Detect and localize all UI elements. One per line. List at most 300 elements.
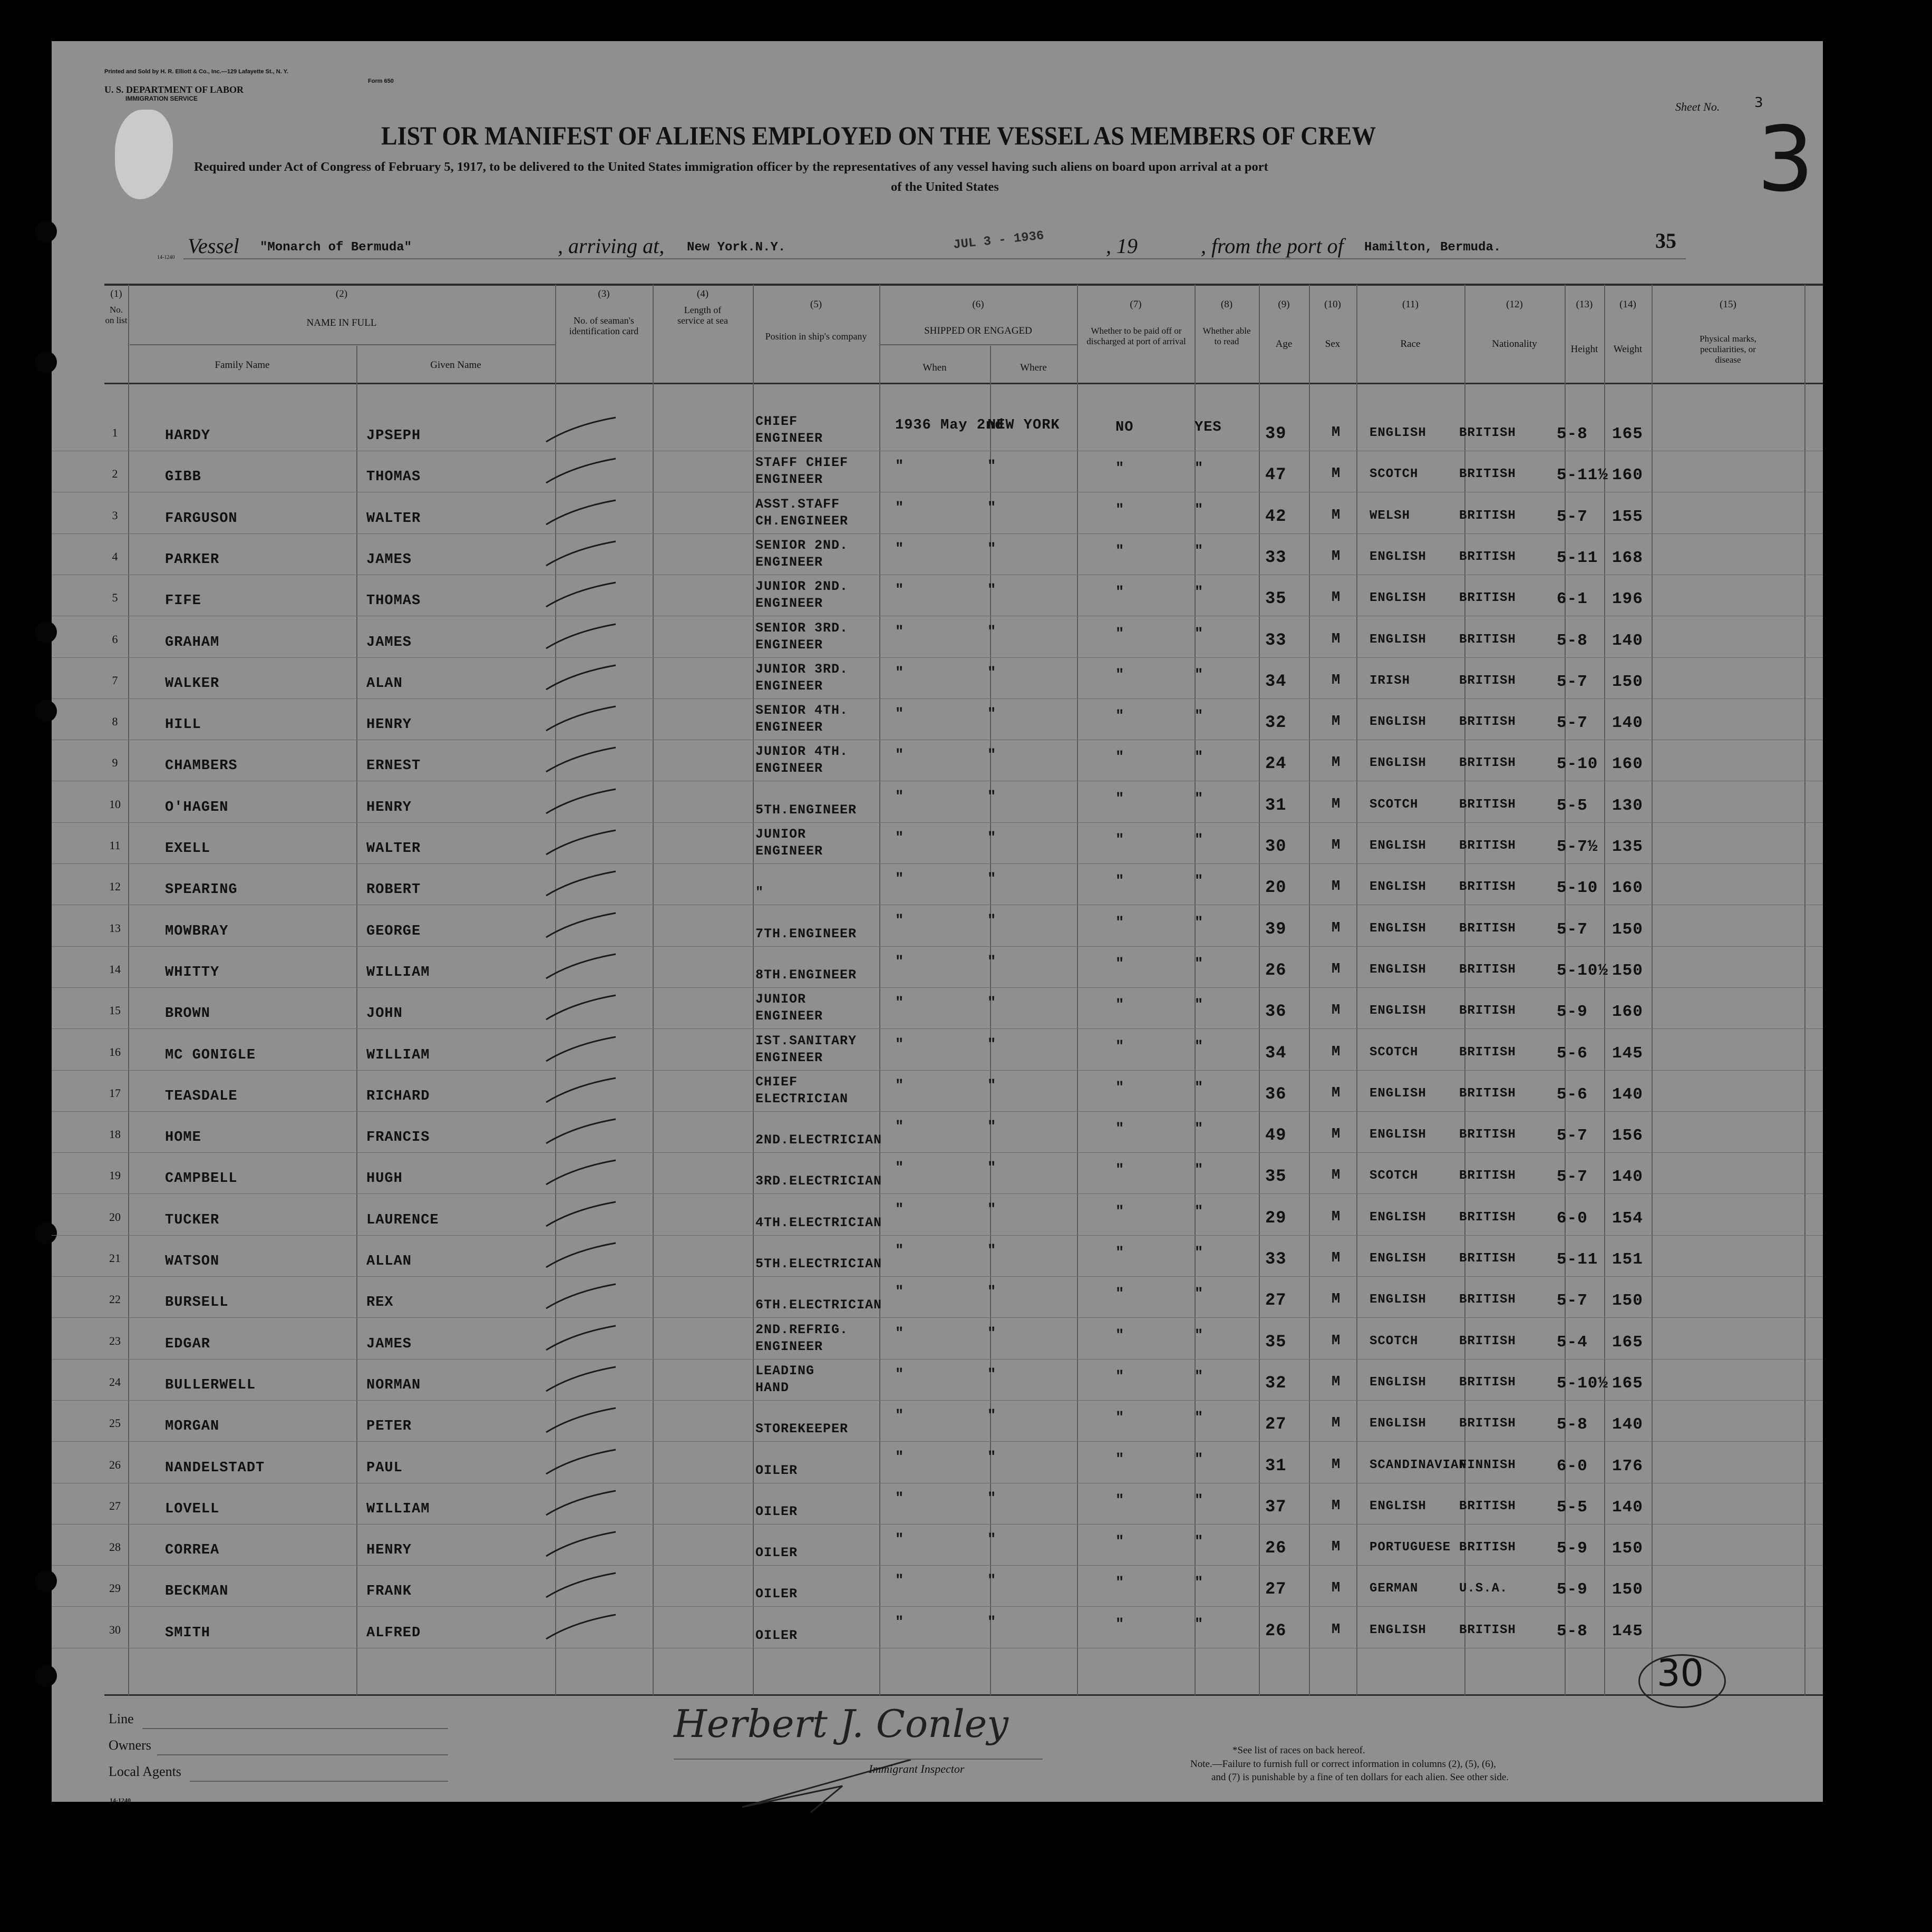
weight: 160: [1612, 755, 1643, 774]
race: ENGLISH: [1370, 1086, 1426, 1101]
shipped-when: ": [895, 582, 905, 599]
sex: M: [1332, 1168, 1341, 1184]
given-name: ALLAN: [366, 1254, 412, 1269]
race: ENGLISH: [1370, 839, 1426, 853]
shipped-where: ": [987, 582, 997, 599]
height: 5-8: [1557, 425, 1588, 443]
position: [755, 1074, 848, 1108]
paid-off: ": [1115, 626, 1125, 642]
paid-off: ": [1115, 1038, 1125, 1055]
shipped-header-rule: [880, 344, 1077, 345]
shipped-where: ": [987, 1573, 997, 1589]
position-line-2: 4TH.ELECTRICIAN: [755, 1215, 882, 1230]
age: 20: [1265, 878, 1287, 898]
shipped-where: ": [987, 1243, 997, 1259]
form-subtitle: Required under Act of Congress of February 5, 1917, to be delivered to the United States immigration officer by the representatives of any vessel having such aliens on board upon arrival at a port: [194, 160, 1268, 174]
nationality: BRITISH: [1459, 508, 1516, 523]
penalty-note-2: and (7) is punishable by a fine of ten dollars for each alien. See other side.: [1211, 1772, 1509, 1783]
sex: M: [1332, 1044, 1341, 1060]
height: 5-10: [1557, 755, 1598, 774]
able-to-read: ": [1195, 873, 1204, 890]
col10-header: Sex: [1325, 338, 1341, 349]
row-number: 28: [109, 1540, 121, 1554]
position: [755, 661, 848, 695]
col11-header: Race: [1400, 338, 1421, 349]
race: ENGLISH: [1370, 591, 1426, 606]
paid-off: ": [1115, 1327, 1125, 1344]
table-row: [52, 740, 1823, 781]
arrival-date-stamp: JUL 3 - 1936: [953, 229, 1045, 253]
shipped-where: ": [987, 1366, 997, 1383]
col13-header: Height: [1570, 344, 1598, 355]
age: 33: [1265, 630, 1287, 650]
sex: M: [1332, 1085, 1341, 1101]
row-number: 27: [109, 1499, 121, 1512]
id-card-slash-mark: [542, 414, 621, 446]
id-card-slash-mark: [542, 455, 621, 487]
port-label: , from the port of: [1201, 234, 1344, 258]
position: [755, 909, 857, 943]
family-name: HILL: [165, 717, 201, 733]
family-name: SMITH: [165, 1625, 211, 1641]
race: SCOTCH: [1370, 1334, 1419, 1348]
shipped-when: ": [895, 954, 905, 970]
given-name: THOMAS: [366, 469, 421, 486]
family-name: MOWBRAY: [165, 923, 229, 939]
id-card-slash-mark: [542, 951, 621, 983]
paid-off: ": [1115, 1121, 1125, 1138]
id-card-slash-mark: [542, 992, 621, 1024]
race: WELSH: [1370, 508, 1411, 523]
table-row: [52, 1401, 1823, 1442]
position: [755, 537, 848, 571]
height: 5-7: [1557, 1127, 1588, 1145]
row-number: 18: [109, 1128, 121, 1141]
height: 5-4: [1557, 1333, 1588, 1352]
weight: 150: [1612, 1292, 1643, 1310]
punch-hole: [35, 220, 57, 242]
table-row: [52, 1360, 1823, 1401]
shipped-where: ": [987, 830, 997, 846]
age: 37: [1265, 1497, 1287, 1517]
age: 29: [1265, 1208, 1287, 1228]
table-row: [52, 1318, 1823, 1360]
id-card-slash-mark: [542, 538, 621, 570]
given-name: GEORGE: [366, 923, 421, 939]
col1-header: No. on list: [105, 305, 128, 325]
sex: M: [1332, 838, 1341, 853]
family-name: FARGUSON: [165, 510, 238, 527]
able-to-read: ": [1195, 832, 1204, 848]
weight: 145: [1612, 1622, 1643, 1640]
table-row: [52, 534, 1823, 575]
position: [755, 1487, 798, 1520]
able-to-read: ": [1195, 585, 1204, 601]
position-line-1: [755, 785, 857, 802]
weight: 165: [1612, 1374, 1643, 1393]
position-line-2: ENGINEER: [755, 596, 823, 611]
vessel-label: Vessel: [188, 234, 239, 258]
position: [755, 950, 857, 984]
race: ENGLISH: [1370, 1499, 1426, 1513]
nationality: BRITISH: [1459, 756, 1516, 771]
table-row: [52, 823, 1823, 864]
col4-header: Length of service at sea: [677, 305, 728, 326]
position-line-1: LEADING: [755, 1363, 815, 1378]
position-line-1: SENIOR 3RD.: [755, 620, 849, 636]
position: [755, 1198, 882, 1231]
paid-off: ": [1115, 1162, 1125, 1179]
weight: 156: [1612, 1127, 1643, 1145]
position: [755, 578, 848, 612]
shipped-when: ": [895, 1490, 905, 1507]
position: [755, 1445, 798, 1479]
age: 31: [1265, 1455, 1287, 1475]
row-number: 19: [109, 1169, 121, 1182]
position-line-1: [755, 867, 764, 884]
race: GERMAN: [1370, 1581, 1419, 1596]
height: 6-0: [1557, 1457, 1588, 1475]
row-number: 30: [109, 1623, 121, 1636]
race: ENGLISH: [1370, 1623, 1426, 1637]
height: 5-9: [1557, 1539, 1588, 1558]
weight: 196: [1612, 590, 1643, 609]
age: 26: [1265, 960, 1287, 980]
position: [755, 785, 857, 819]
position-line-1: CHIEF: [755, 1074, 798, 1090]
id-card-slash-mark: [542, 910, 621, 941]
shipped-where: ": [987, 1325, 997, 1342]
paid-off: ": [1115, 543, 1125, 559]
sex: M: [1332, 1457, 1341, 1473]
shipped-where: ": [987, 459, 997, 475]
position-line-1: [755, 909, 857, 926]
row-number: 29: [109, 1581, 121, 1595]
sex: M: [1332, 1374, 1341, 1390]
height: 5-10: [1557, 879, 1598, 898]
shipped-where: ": [987, 1449, 997, 1465]
shipped-when: ": [895, 995, 905, 1012]
id-card-slash-mark: [542, 827, 621, 859]
sheet-label: Sheet No.: [1675, 100, 1720, 113]
nationality: BRITISH: [1459, 1375, 1516, 1390]
given-name: JAMES: [366, 634, 412, 651]
nationality: BRITISH: [1459, 962, 1516, 977]
row-number: 17: [109, 1086, 121, 1100]
given-name: FRANK: [366, 1584, 412, 1600]
able-to-read: ": [1195, 1410, 1204, 1426]
height: 6-0: [1557, 1209, 1588, 1228]
id-card-slash-mark: [542, 1075, 621, 1106]
position-line-2: ELECTRICIAN: [755, 1091, 849, 1106]
position-line-2: OILER: [755, 1503, 798, 1519]
height: 5-8: [1557, 1415, 1588, 1434]
position-line-2: HAND: [755, 1380, 790, 1395]
able-to-read: ": [1195, 1162, 1204, 1179]
table-row: [52, 1607, 1823, 1648]
weight: 165: [1612, 425, 1643, 443]
given-name: ERNEST: [366, 758, 421, 774]
form-title: LIST OR MANIFEST OF ALIENS EMPLOYED ON THE VESSEL AS MEMBERS OF CREW: [381, 121, 1376, 150]
age: 24: [1265, 754, 1287, 774]
position-line-2: ENGINEER: [755, 1338, 823, 1354]
sex: M: [1332, 590, 1341, 606]
id-card-slash-mark: [542, 1529, 621, 1560]
shipped-when: ": [895, 1036, 905, 1053]
nationality: BRITISH: [1459, 797, 1516, 812]
age: 27: [1265, 1579, 1287, 1599]
id-card-slash-mark: [542, 1446, 621, 1478]
row-number: 24: [109, 1375, 121, 1389]
shipped-when: ": [895, 665, 905, 681]
family-name: EXELL: [165, 841, 211, 857]
able-to-read: ": [1195, 708, 1204, 725]
shipped-where: ": [987, 1077, 997, 1094]
able-to-read: ": [1195, 1203, 1204, 1220]
id-card-slash-mark: [542, 1323, 621, 1354]
races-note: *See list of races on back hereof.: [1232, 1745, 1365, 1756]
col14-header: Weight: [1613, 344, 1643, 355]
race: ENGLISH: [1370, 921, 1426, 936]
given-name: JOHN: [366, 1006, 403, 1022]
position-line-2: 5TH.ENGINEER: [755, 802, 857, 818]
sex: M: [1332, 1539, 1341, 1556]
weight: 155: [1612, 507, 1643, 526]
family-name: LOVELL: [165, 1501, 220, 1517]
position: [755, 454, 848, 488]
position-line-1: JUNIOR: [755, 992, 807, 1007]
sex: M: [1332, 1292, 1341, 1308]
age: 27: [1265, 1290, 1287, 1310]
nationality: BRITISH: [1459, 1540, 1516, 1555]
shipped-when: ": [895, 541, 905, 557]
height: 5-10½: [1557, 1374, 1609, 1393]
weight: 140: [1612, 631, 1643, 650]
given-name: NORMAN: [366, 1377, 421, 1393]
race: ENGLISH: [1370, 426, 1426, 440]
shipped-when: ": [895, 1532, 905, 1548]
shipped-where: ": [987, 995, 997, 1012]
col3-num: (3): [598, 288, 610, 299]
position: [755, 413, 823, 447]
given-name: ALAN: [366, 675, 403, 692]
shipped-where: ": [987, 1284, 997, 1300]
line-field: [142, 1728, 448, 1729]
col6-when-header: When: [923, 362, 947, 373]
sex: M: [1332, 1498, 1341, 1514]
sex: M: [1332, 796, 1341, 812]
paid-off: ": [1115, 956, 1125, 972]
age: 30: [1265, 837, 1287, 856]
shipped-where: ": [987, 706, 997, 723]
paid-off: ": [1115, 708, 1125, 725]
family-name: CAMPBELL: [165, 1171, 238, 1187]
department-name: U. S. DEPARTMENT OF LABOR: [104, 84, 244, 95]
weight: 150: [1612, 1539, 1643, 1558]
able-to-read: ": [1195, 791, 1204, 807]
position-line-1: JUNIOR 2ND.: [755, 579, 849, 595]
position: [755, 1322, 848, 1355]
position: [755, 1239, 882, 1273]
height: 5-7: [1557, 714, 1588, 733]
height: 6-1: [1557, 590, 1588, 609]
id-card-slash-mark: [542, 1488, 621, 1519]
id-card-slash-mark: [542, 1405, 621, 1436]
paid-off: ": [1115, 1203, 1125, 1220]
table-row: [52, 451, 1823, 492]
id-card-slash-mark: [542, 1240, 621, 1271]
col2-header: NAME IN FULL: [306, 317, 377, 328]
id-card-slash-mark: [542, 621, 621, 653]
col8-num: (8): [1220, 299, 1233, 310]
position: [755, 1528, 798, 1561]
height: 5-9: [1557, 1003, 1588, 1022]
position-line-1: ASST.STAFF: [755, 496, 840, 512]
height: 5-6: [1557, 1044, 1588, 1063]
family-name: WALKER: [165, 675, 220, 692]
position: [755, 1033, 857, 1066]
table-row: [52, 410, 1823, 451]
position-line-2: CH.ENGINEER: [755, 513, 849, 529]
age: 36: [1265, 1002, 1287, 1022]
shipped-when: ": [895, 1077, 905, 1094]
given-name: REX: [366, 1295, 394, 1311]
nationality: BRITISH: [1459, 1045, 1516, 1060]
year-suffix: 35: [1655, 229, 1676, 253]
id-card-slash-mark: [542, 1570, 621, 1601]
form-code-small: 14-1240: [157, 255, 175, 260]
race: ENGLISH: [1370, 1293, 1426, 1307]
owners-label: Owners: [109, 1737, 151, 1753]
position-line-2: OILER: [755, 1627, 798, 1643]
age: 49: [1265, 1125, 1287, 1145]
table-row: [52, 1071, 1823, 1112]
given-name: PAUL: [366, 1460, 403, 1476]
age: 34: [1265, 671, 1287, 691]
form-code: 14-1240: [110, 1797, 131, 1804]
shipped-where: ": [987, 1490, 997, 1507]
age: 36: [1265, 1084, 1287, 1104]
race: IRISH: [1370, 673, 1411, 688]
id-card-slash-mark: [542, 1281, 621, 1313]
local-agents-field: [190, 1781, 448, 1782]
race: ENGLISH: [1370, 1375, 1426, 1390]
age: 26: [1265, 1620, 1287, 1640]
weight: 165: [1612, 1333, 1643, 1352]
table-row: [52, 988, 1823, 1029]
position: [755, 1610, 798, 1644]
id-card-slash-mark: [542, 1116, 621, 1148]
col14-num: (14): [1619, 299, 1636, 310]
sex: M: [1332, 1580, 1341, 1597]
age: 33: [1265, 547, 1287, 567]
height: 5-5: [1557, 796, 1588, 815]
col1-num: (1): [110, 288, 122, 299]
able-to-read: ": [1195, 1327, 1204, 1344]
position-line-1: [755, 1445, 798, 1462]
weight: 176: [1612, 1457, 1643, 1475]
family-name: MC GONIGLE: [165, 1047, 256, 1063]
shipped-when: ": [895, 747, 905, 764]
able-to-read: ": [1195, 1080, 1204, 1096]
position-line-1: [755, 1239, 882, 1256]
col6-header: SHIPPED OR ENGAGED: [924, 325, 1032, 336]
age: 42: [1265, 506, 1287, 526]
position-line-1: [755, 1569, 798, 1586]
weight: 140: [1612, 1085, 1643, 1104]
position-line-2: STOREKEEPER: [755, 1421, 849, 1437]
paid-off: ": [1115, 1451, 1125, 1468]
paid-off: ": [1115, 1492, 1125, 1509]
position-line-2: OILER: [755, 1462, 798, 1478]
service-name: IMMIGRATION SERVICE: [125, 95, 198, 102]
table-row: [52, 1030, 1823, 1071]
col10-num: (10): [1324, 299, 1341, 310]
family-name: HARDY: [165, 428, 211, 444]
arriving-label: , arriving at,: [558, 234, 665, 258]
weight: 140: [1612, 1498, 1643, 1517]
given-name: HENRY: [366, 1542, 412, 1559]
row-number: 3: [112, 508, 118, 522]
row-number: 26: [109, 1458, 121, 1471]
paid-off: ": [1115, 502, 1125, 518]
weight: 160: [1612, 466, 1643, 485]
row-number: 7: [112, 673, 118, 687]
nationality: BRITISH: [1459, 1623, 1516, 1637]
sex: M: [1332, 1127, 1341, 1143]
row-number: 14: [109, 962, 121, 976]
race: ENGLISH: [1370, 1004, 1426, 1018]
weight: 150: [1612, 672, 1643, 691]
col4-num: (4): [696, 288, 709, 299]
weight: 150: [1612, 961, 1643, 980]
row-number: 6: [112, 632, 118, 646]
arriving-port: New York.N.Y.: [687, 240, 786, 255]
height: 5-6: [1557, 1085, 1588, 1104]
shipped-where: ": [987, 1119, 997, 1135]
height: 5-5: [1557, 1498, 1588, 1517]
position-line-2: 6TH.ELECTRICIAN: [755, 1297, 882, 1313]
position: [755, 702, 848, 736]
paid-off: ": [1115, 832, 1125, 848]
col13-num: (13): [1576, 299, 1593, 310]
family-name: SPEARING: [165, 882, 238, 898]
table-row: [52, 699, 1823, 740]
family-name: PARKER: [165, 551, 220, 568]
nationality: BRITISH: [1459, 1499, 1516, 1513]
position-line-1: [755, 1280, 882, 1297]
sex: M: [1332, 1209, 1341, 1225]
able-to-read: ": [1195, 1368, 1204, 1385]
paid-off: ": [1115, 1245, 1125, 1261]
age: 31: [1265, 795, 1287, 815]
paid-off: ": [1115, 873, 1125, 890]
shipped-when: ": [895, 1243, 905, 1259]
year-prefix: , 19: [1106, 234, 1138, 258]
height: 5-11: [1557, 548, 1598, 567]
punch-hole: [35, 351, 57, 373]
shipped-when: ": [895, 912, 905, 929]
weight: 151: [1612, 1250, 1643, 1269]
shipped-when: ": [895, 1614, 905, 1630]
sex: M: [1332, 1333, 1341, 1349]
sex: M: [1332, 1622, 1341, 1638]
age: 27: [1265, 1414, 1287, 1434]
position-line-1: [755, 1487, 798, 1503]
table-row: [52, 1277, 1823, 1318]
shipped-when: ": [895, 1201, 905, 1218]
height: 5-11½: [1557, 466, 1609, 485]
